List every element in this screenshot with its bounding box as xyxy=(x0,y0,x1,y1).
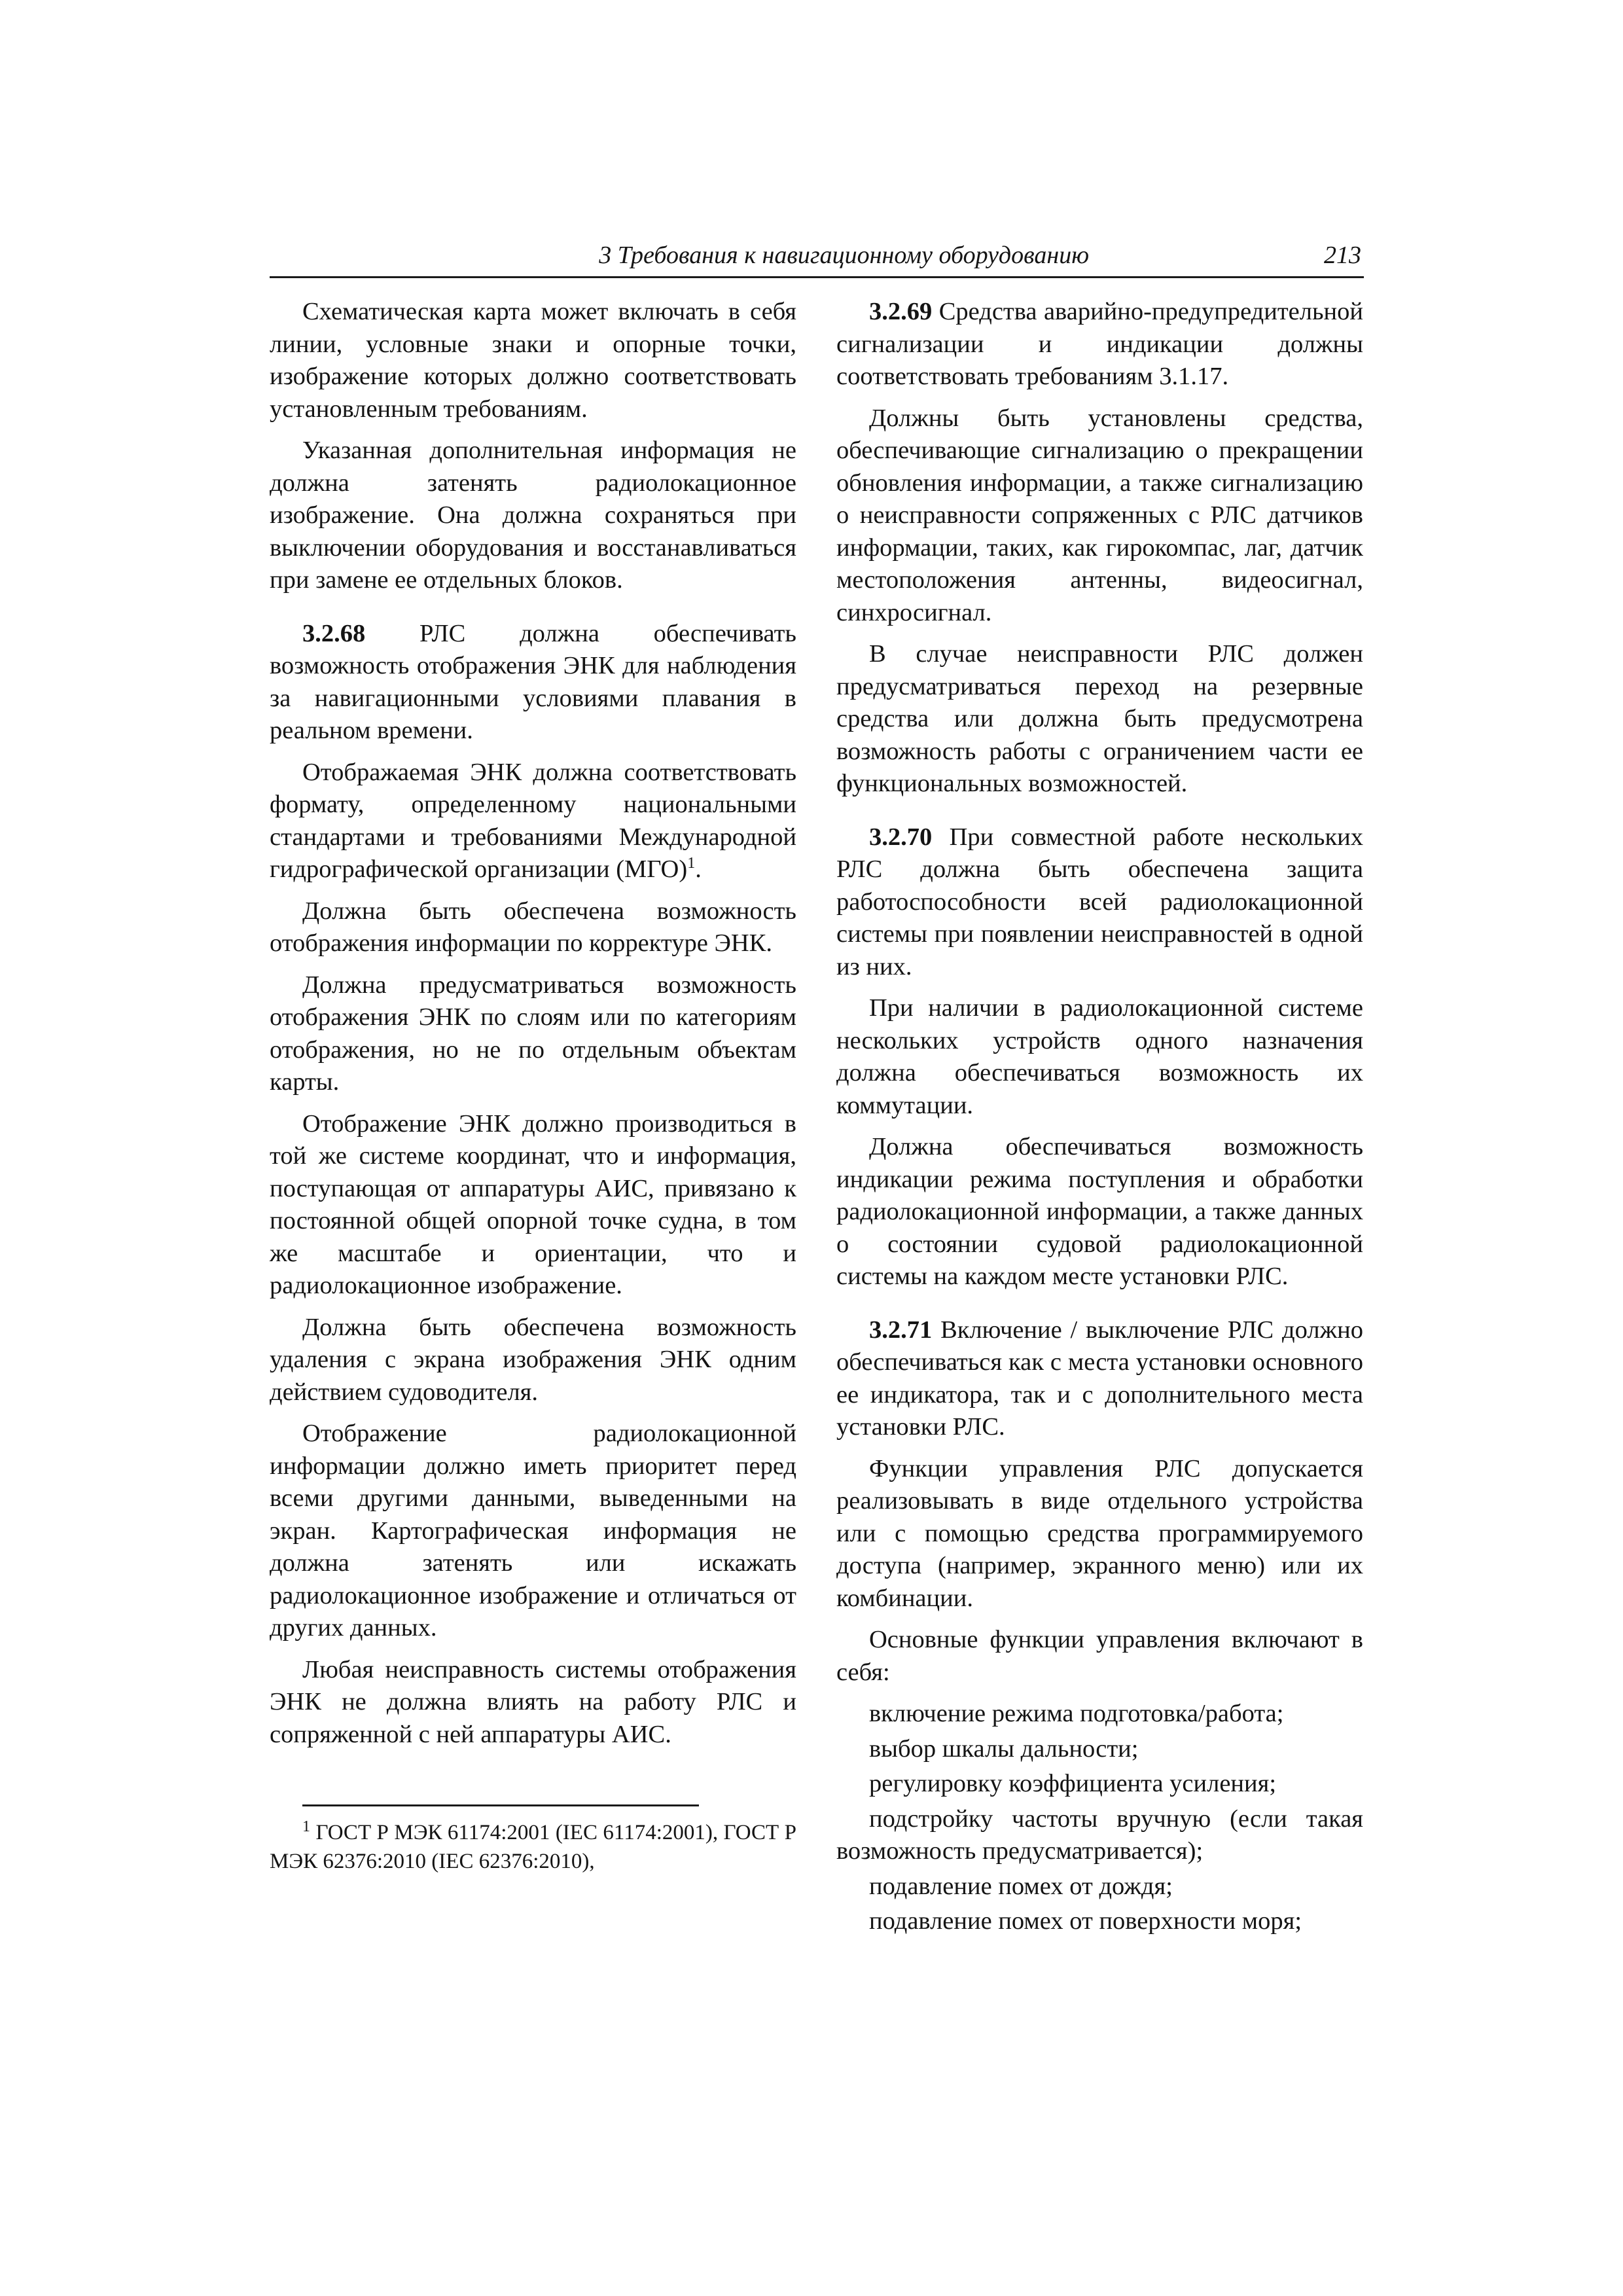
paragraph: Должны быть установлены средства, обеспечивающие сигнализацию о прекращении обновления информации, а также сигнализацию о неисправности сопряженных с РЛС датчиков информации, таких, как гирокомпас, лаг, датчик местоположения антенны, видеосигнал, синхросигнал. xyxy=(836,404,1363,626)
control-functions-list xyxy=(836,1698,1363,1938)
paragraph: При наличии в радиолокационной системе нескольких устройств одного назначения должна обеспечиваться возможность их коммутации. xyxy=(836,994,1363,1119)
section-3-2-70 xyxy=(836,821,1363,984)
paragraph: Указанная дополнительная информация не должна затенять радиолокационное изображение. Она должна сохраняться при выключении оборудования и восстанавливаться при замене ее отдельных блоков. xyxy=(270,437,796,594)
list-item: регулировку коэффициента усиления; xyxy=(869,1770,1277,1797)
list-item: включение режима подготовка/работа; xyxy=(869,1700,1284,1727)
paragraph: Отображение радиолокационной информации должно иметь приоритет перед всеми другими данными, выведенными на экран. Картографическая информация не должна затенять или искажать радиолокационное изображение и отличаться от других данных. xyxy=(270,1420,796,1641)
section-3-2-69 xyxy=(836,296,1363,393)
running-head: 3 Требования к навигационному оборудованию xyxy=(599,242,1089,269)
section-text: РЛС должна обеспечивать возможность отображения ЭНК для наблюдения за навигационными условиями плавания в реальном времени. xyxy=(270,619,796,744)
footnote-reference: 1 xyxy=(687,855,696,872)
paragraph: Основные функции управления включают в себя: xyxy=(836,1626,1363,1686)
list-item: подстройку частоты вручную (если такая возможность предусматривается); xyxy=(836,1804,1363,1865)
section-text: При совместной работе нескольких РЛС должна быть обеспечена защита работоспособности всей радиолокационной системы при появлении неисправностей в одной из них. xyxy=(836,823,1363,980)
footnote xyxy=(270,1818,796,1876)
paragraph: Схематическая карта может включать в себя линии, условные знаки и опорные точки, изображение которых должно соответствовать установленным требованиям. xyxy=(270,298,796,423)
paragraph: В случае неисправности РЛС должен предусматриваться переход на резервные средства или должна быть предусмотрена возможность работы с ограничением части ее функциональных возможностей. xyxy=(836,640,1363,797)
list-item: подавление помех от поверхности моря; xyxy=(869,1907,1302,1935)
paragraph-text: Отображаемая ЭНК должна соответствовать формату, определенному национальными стандартами и требованиями Международной гидрографической организации (МГО) xyxy=(270,758,796,883)
page-number: 213 xyxy=(1324,242,1361,269)
page-header xyxy=(270,238,1364,278)
section-number: 3.2.69 xyxy=(869,298,933,325)
paragraph: Должна предусматриваться возможность отображения ЭНК по слоям или по категориям отображения, но не по отдельным объектам карты. xyxy=(270,971,796,1096)
left-column xyxy=(270,296,796,1760)
section-number: 3.2.71 xyxy=(869,1316,933,1344)
paragraph xyxy=(270,757,796,886)
paragraph: Любая неисправность системы отображения ЭНК не должна влиять на работу РЛС и сопряженной с ней аппаратуры АИС. xyxy=(270,1655,796,1748)
paragraph: Функции управления РЛС допускается реализовывать в виде отдельного устройства или с помощью средства программируемого доступа (например, экранного меню) или их комбинации. xyxy=(836,1454,1363,1612)
footnote-mark: 1 xyxy=(302,1818,310,1835)
paragraph-end: . xyxy=(695,855,702,883)
list-item: выбор шкалы дальности; xyxy=(869,1734,1139,1763)
footnote-divider xyxy=(302,1804,699,1806)
right-column xyxy=(836,296,1363,1941)
section-number: 3.2.68 xyxy=(302,619,366,647)
section-3-2-68 xyxy=(270,618,796,747)
section-text: Включение / выключение РЛС должно обеспечиваться как с места установки основного ее индикатора, так и с дополнительного места установки РЛС. xyxy=(836,1316,1363,1441)
footnote-text: ГОСТ Р МЭК 61174:2001 (IEC 61174:2001), ГОСТ Р МЭК 62376:2010 (IEC 62376:2010), xyxy=(270,1821,796,1873)
paragraph: Должна быть обеспечена возможность удаления с экрана изображения ЭНК одним действием судоводителя. xyxy=(270,1313,796,1406)
section-number: 3.2.70 xyxy=(869,823,933,851)
section-3-2-71 xyxy=(836,1314,1363,1444)
list-item: подавление помех от дождя; xyxy=(869,1872,1173,1900)
paragraph: Должна быть обеспечена возможность отображения информации по корректуре ЭНК. xyxy=(270,897,796,957)
paragraph: Должна обеспечиваться возможность индикации режима поступления и обработки радиолокационной информации, а также данных о состоянии судовой радиолокационной системы на каждом месте установки РЛС. xyxy=(836,1133,1363,1290)
section-text: Средства аварийно-предупредительной сигнализации и индикации должны соответствовать требованиям 3.1.17. xyxy=(836,298,1363,390)
paragraph: Отображение ЭНК должно производиться в той же системе координат, что и информация, поступающая от аппаратуры АИС, привязано к постоянной общей опорной точке судна, в том же масштабе и ориентации, что и радиолокационное изображение. xyxy=(270,1109,796,1299)
